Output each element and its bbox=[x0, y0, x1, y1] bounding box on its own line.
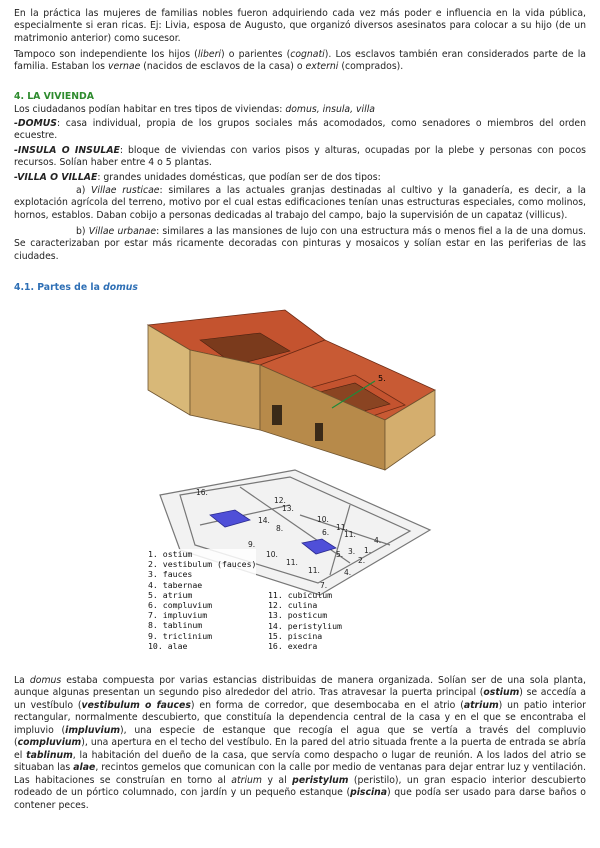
section-heading-vivienda: 4. LA VIVIENDA bbox=[14, 91, 94, 102]
text-run: ) se accedía a un vestíbulo ( bbox=[14, 687, 587, 711]
plan-number: 1. bbox=[364, 546, 372, 555]
term-run: domus bbox=[29, 675, 62, 686]
legend-item: 14. peristylium bbox=[268, 620, 342, 631]
plan-number: 4. bbox=[374, 536, 382, 545]
plan-number: 5. bbox=[336, 550, 344, 559]
legend-item: 16. exedra bbox=[268, 641, 318, 652]
plan-number: 12. bbox=[274, 496, 286, 505]
term-insula: -INSULA O INSULAE bbox=[14, 145, 120, 156]
text-run: : casa individual, propia de los grupos sociales más acomodados, como senadores o miembros del orden ecuestre. bbox=[14, 118, 586, 142]
text-run: y al bbox=[262, 774, 293, 786]
text-run: : bloque de viviendas con varios pisos y alturas, ocupadas por la plebe y personas con pocos recursos. Solían haber entre 4 o 5 plantas. bbox=[14, 145, 586, 169]
legend-item: 6. compluvium bbox=[148, 600, 213, 611]
text-run: Los ciudadanos podían habitar en tres tipos de viviendas: bbox=[14, 104, 286, 115]
legend-item: 3. fauces bbox=[148, 569, 193, 580]
term-run: ostium bbox=[483, 687, 520, 699]
text-run: ), una apertura en el techo del vestíbulo. En la pared del atrio situada frente a la puerta de entrada se abría el bbox=[14, 737, 586, 761]
term-run: piscina bbox=[350, 787, 388, 799]
term-domus-heading: domus bbox=[103, 282, 138, 293]
plan-number: 11. bbox=[344, 530, 356, 539]
plan-number: 7. bbox=[320, 581, 328, 590]
text-run: b) bbox=[76, 226, 89, 237]
term-externi: externi bbox=[305, 61, 339, 73]
term-run: impluvium bbox=[65, 724, 121, 736]
text-run: Tampoco son independiente los hijos ( bbox=[14, 49, 198, 60]
plan-number: 10. bbox=[317, 515, 329, 524]
domus-description bbox=[14, 675, 586, 812]
intro-paragraph-1: En la práctica las mujeres de familias nobles fueron adquiriendo cada vez más poder e influencia en la vida pública, especialmente si eran ricas. Ej: Livia, esposa de Augusto, que organizó diversos asesinatos para colocar a su hijo (de un matrimonio anterior) como sucesor. bbox=[14, 8, 586, 44]
text-run: , recintos gemelos que comunican con la calle por medio de ventanas para dejar entrar luz y ventilación. Las habitaciones se construían en torno al bbox=[14, 762, 586, 786]
text-run: : similares a las mansiones de lujo con una estructura más o menos fiel a la de una domus. Se caracterizaban por estar más ricamente decoradas con pinturas y mosaicos y solían estar en las periferias de las ciudades. bbox=[14, 226, 586, 262]
legend-item: 8. tablinum bbox=[148, 620, 203, 631]
legend-item: 15. piscina bbox=[268, 630, 323, 641]
term-run: atrium bbox=[231, 774, 262, 786]
villa-rusticae bbox=[14, 185, 586, 222]
plan-number: 9. bbox=[248, 540, 256, 549]
term-liberi: liberi bbox=[197, 49, 222, 60]
text-run: ) en forma de corredor, que desembocaba en el atrio ( bbox=[190, 699, 464, 711]
legend-item: 5. atrium bbox=[148, 589, 193, 600]
plan-number: 2. bbox=[358, 556, 366, 565]
text-run: ) un patio interior rectangular, normalmente descubierto, que constituía la dependencia central de la casa y en el que se encontraba el impluvio ( bbox=[14, 699, 586, 736]
legend-left bbox=[148, 549, 256, 651]
legend-item: 2. vestibulum (fauces) bbox=[148, 559, 257, 570]
legend-item: 7. impluvium bbox=[148, 610, 208, 621]
term-domus: -DOMUS bbox=[14, 118, 57, 129]
plan-number: 16. bbox=[196, 488, 208, 497]
term-villa: -VILLA O VILLAE bbox=[14, 172, 98, 183]
plan-number: 3. bbox=[348, 547, 356, 556]
text-run: : similares a las actuales granjas destinadas al cultivo y la ganadería, es decir, a la explotación agrícola del terreno, motivo por el cual estas edificaciones tenían unas estructuras especiales, como molinos, hornos, establos. Daban cobijo a personas dedicadas al trabajo del campo, bajo la supervisión de un capataz (villicus). bbox=[14, 185, 586, 221]
plan-number: 6. bbox=[322, 528, 330, 537]
text-run: 4.1. Partes de la bbox=[14, 282, 104, 293]
legend-item: 12. culina bbox=[268, 600, 318, 611]
plan-number: 11. bbox=[308, 566, 320, 575]
term-run: compluvium bbox=[17, 737, 82, 749]
callout-label: 5. bbox=[378, 374, 386, 383]
text-run: La bbox=[14, 675, 30, 686]
legend-item: 1. ostium bbox=[148, 549, 193, 559]
villa-urbanae bbox=[14, 226, 586, 263]
term-run: atrium bbox=[463, 699, 499, 711]
insula-definition bbox=[14, 145, 586, 170]
term-cognati: cognati bbox=[290, 49, 325, 60]
text-run: (peristilo), un gran espacio interior descubierto rodeado de un pórtico columnado, con jardín y un pequeño estanque ( bbox=[14, 774, 586, 799]
plan-number: 13. bbox=[282, 504, 294, 513]
term-villae-rusticae: Villae rusticae bbox=[91, 185, 160, 196]
term-run: tablinum bbox=[26, 749, 73, 761]
plan-number: 14. bbox=[258, 516, 270, 525]
legend-right bbox=[268, 590, 342, 651]
text-run: ) o parientes ( bbox=[221, 49, 291, 60]
text-run: (comprados). bbox=[338, 61, 404, 73]
term-villae-urbanae: Villae urbanae bbox=[88, 226, 157, 237]
term-vernae: vernae bbox=[107, 61, 141, 73]
vivienda-intro bbox=[14, 104, 586, 116]
plan-number: 11. bbox=[286, 558, 298, 567]
domus-definition bbox=[14, 118, 586, 143]
term-types: domus, insula, villa bbox=[285, 104, 375, 115]
text-run: (nacidos de esclavos de la casa) o bbox=[140, 61, 306, 73]
text-run: : grandes unidades domésticas, que podían ser de dos tipos: bbox=[97, 172, 381, 183]
text-run: a) bbox=[76, 185, 91, 196]
term-run: vestibulum o fauces bbox=[81, 699, 191, 711]
text-run: ). Los esclavos también eran considerados parte de la familia. Estaban los bbox=[14, 49, 586, 73]
legend-item: 4. tabernae bbox=[148, 579, 203, 590]
plan-number: 11. bbox=[336, 523, 348, 532]
plan-number: 8. bbox=[276, 524, 284, 533]
text-run: , la habitación del dueño de la casa, que servía como despacho o lugar de reunión. A los lados del atrio se situaban las bbox=[14, 749, 586, 774]
text-run: ), una especie de estanque que recogía el agua que se vertía a través del compluvio ( bbox=[14, 724, 586, 749]
term-run: peristylum bbox=[292, 774, 349, 786]
term-run: alae bbox=[73, 762, 96, 774]
text-run: estaba compuesta por varias estancias distribuidas de manera organizada. Solían ser de una sola planta, aunque algunas presentan un segundo piso alrededor del atrio. Tras atravesar la puerta principal ( bbox=[14, 675, 586, 699]
domus-illustration bbox=[140, 305, 470, 657]
intro-paragraph-2 bbox=[14, 49, 586, 74]
plan-number: 10. bbox=[266, 550, 278, 559]
legend-item: 13. posticum bbox=[268, 610, 328, 621]
villa-definition bbox=[14, 172, 586, 184]
doorway bbox=[315, 423, 323, 441]
legend-item: 10. alae bbox=[148, 640, 188, 651]
legend-item: 9. triclinium bbox=[148, 630, 213, 641]
subsection-heading-partes bbox=[14, 282, 586, 294]
text-run: ) que podía ser usado para darse baños o contener peces. bbox=[14, 787, 586, 811]
doorway bbox=[272, 405, 282, 425]
plan-number: 4. bbox=[344, 568, 352, 577]
legend-item: 11. cubiculum bbox=[268, 590, 333, 600]
